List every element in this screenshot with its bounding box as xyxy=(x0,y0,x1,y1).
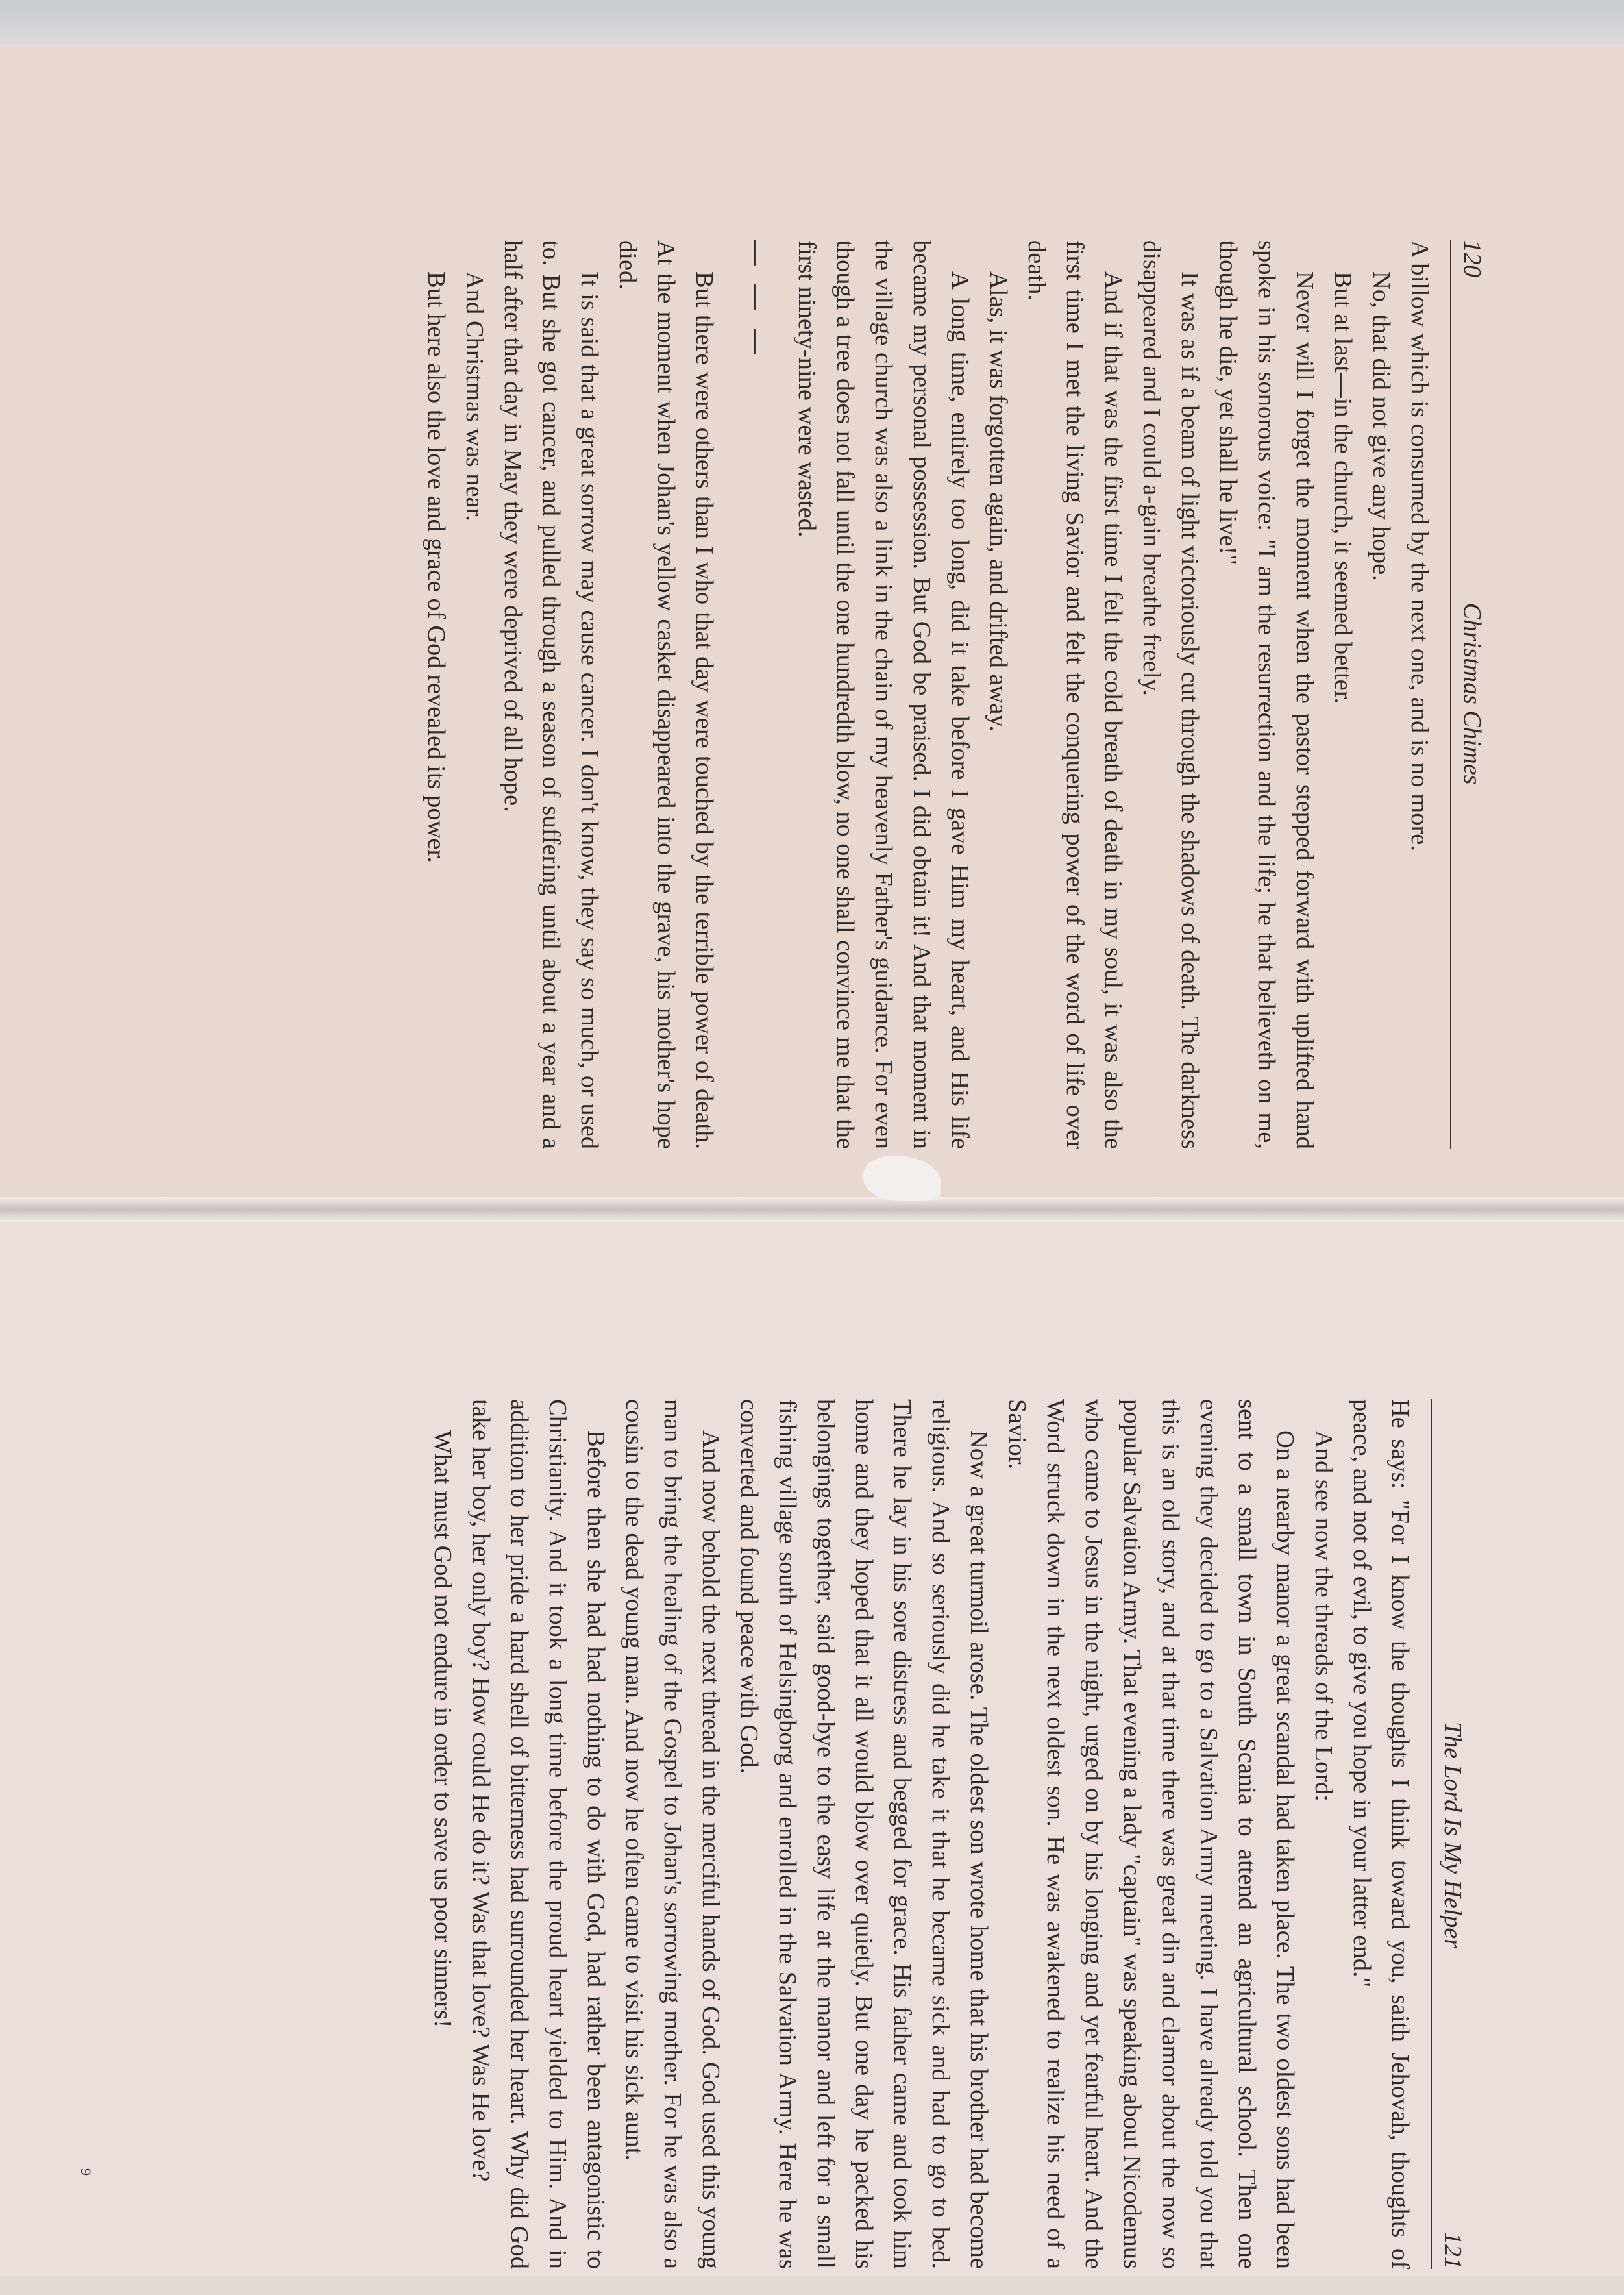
paragraph: Now a great turmoil arose. The oldest son wrote home that his brother had become religious. And so seriously did he take it that he became sick and had to go to bed. There he lay in his sore distress and begged for grace. His father came and took him home and they hoped that it all would blow over quietly. But one day he packed his belongings together, said good-bye to the easy life at the manor and left for a small fishing village south of Helsingborg and enrolled in the Salvation Army. Here he was converted and found peace with God. xyxy=(735,1399,992,2269)
page-number: 120 xyxy=(1458,240,1486,277)
paragraph: A billow which is consumed by the next one, and is no more. xyxy=(1406,240,1433,851)
page-body xyxy=(423,1399,1419,2269)
scanner-bed-bottom xyxy=(0,2276,1624,2295)
paragraph: Before then she had had nothing to do with God, had rather been antagonistic to Christianity. And it took a long time before the proud heart yielded to Him. And in addition to her pride a hard shell of bitterness had surrounded her heart. Why did God take her boy, her only boy? How could He do it? Was that love? Was He love? xyxy=(467,1399,609,2269)
paragraph: He says: "For I know the thoughts I think toward you, saith Jehovah, thoughts of peace, and not of evil, to give you hope in your latter end." xyxy=(1348,1399,1414,2269)
paragraph: But here also the love and grace of God revealed its power. xyxy=(423,271,450,863)
paragraph: A long time, entirely too long, did it take before I gave Him my heart, and His life became my personal possession. But God be praised. I did obtain it! And that moment in the village church was also a link in the chain of my heavenly Father's guidance. For even though a tree does not fall until the one hundredth blow, no one shall convince me that the first ninety-nine were wasted. xyxy=(793,240,974,1149)
page-body-top xyxy=(787,240,1438,1149)
page-body-bottom xyxy=(417,240,723,1149)
signature-mark: 9 xyxy=(78,2168,94,2176)
running-head-right xyxy=(1431,1399,1467,2269)
section-break: — — — xyxy=(743,240,770,360)
paragraph: But there were others than I who that day were touched by the terrible power of death. At the moment when Johan's yellow casket disappeared into the grave, his mother's hope died. xyxy=(614,240,718,1149)
page-number: 121 xyxy=(1439,2232,1466,2269)
paragraph: It was as if a beam of light victoriously cut through the shadows of death. The darkness disappeared and I could a-gain breathe freely. xyxy=(1138,240,1203,1149)
paragraph: And if that was the first time I felt the cold breath of death in my soul, it was also the first time I met the living Savior and felt the conquering power of the word of life over death. xyxy=(1023,240,1127,1149)
paragraph: What must God not endure in order to save us poor sinners! xyxy=(429,1430,456,2028)
paragraph: And see now the threads of the Lord: xyxy=(1310,1430,1337,1802)
running-title: The Lord Is My Helper xyxy=(1439,1722,1466,1948)
paragraph: On a nearby manor a great scandal had taken place. The two oldest sons had been sent to a small town in South Scania to attend an agricultural school. Then one evening they decided to go to a Salvation Army meeting. I have already told you that this is an old story, and at that time there was great din and clamor about the now so popular Salvation Army. That evening a lady "captain" was speaking about Nicodemus who came to Jesus in the night, urged on by his longing and yet fearful heart. And the Word struck down in the next oldest son. He was awakened to realize his need of a Savior. xyxy=(1003,1399,1299,2269)
running-head-left xyxy=(1450,240,1486,1149)
paragraph: But at last—in the church, it seemed better. xyxy=(1329,271,1357,704)
running-title: Christmas Chimes xyxy=(1458,602,1486,785)
paragraph: And now behold the next thread in the merciful hands of God. God used this young man to bring the healing of the Gospel to Johan's sorrowing mother. For he was also a cousin to the dead young man. And now he often came to visit his sick aunt. xyxy=(621,1399,724,2269)
scanner-bed-edge xyxy=(0,0,1624,45)
paragraph: Never will I forget the moment when the pastor stepped forward with uplifted hand spoke in his sonorous voice: "I am the resurrection and the life; he that believeth on me, though he die, yet shall he live!" xyxy=(1214,240,1318,1149)
paragraph: No, that did not give any hope. xyxy=(1368,271,1395,581)
right-book-page xyxy=(423,1399,1467,2269)
paragraph: Alas, it was forgotten again, and drifted away. xyxy=(985,271,1012,732)
paragraph: It is said that a great sorrow may cause cancer. I don't know, they say so much, or used to. But she got cancer, and pulled through a season of suffering until about a year and a half after that day in May they were deprived of all hope. xyxy=(499,240,603,1149)
paragraph: And Christmas was near. xyxy=(461,271,488,521)
book-gutter xyxy=(0,1197,1624,1222)
left-book-page xyxy=(417,240,1486,1149)
